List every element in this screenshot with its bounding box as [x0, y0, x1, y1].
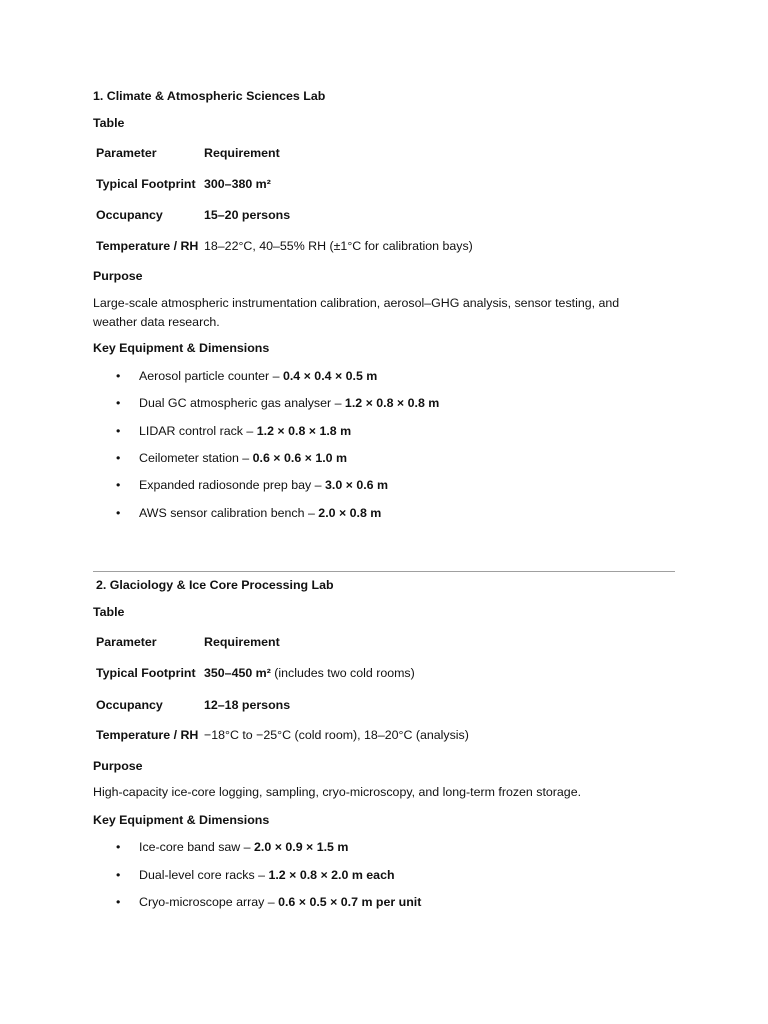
- row-value: [204, 727, 469, 743]
- bullet-icon: •: [116, 369, 121, 383]
- section-1-equipment-label: Key Equipment & Dimensions: [93, 341, 270, 355]
- section-1-table-label: Table: [93, 116, 125, 130]
- header-parameter: Parameter: [96, 635, 157, 649]
- section-2-equipment-label: Key Equipment & Dimensions: [93, 813, 270, 827]
- row-param: Temperature / RH: [96, 239, 199, 253]
- section-1-purpose-text: Large-scale atmospheric instrumentation calibration, aerosol–GHG analysis, sensor testing, and weather data research.: [93, 296, 620, 329]
- row-param: Typical Footprint: [96, 666, 196, 680]
- equipment-name: Ice-core band saw –: [139, 840, 255, 854]
- bullet-icon: •: [116, 424, 121, 438]
- bullet-icon: •: [116, 868, 121, 882]
- equipment-dims: 1.2 × 0.8 × 2.0 m each: [268, 868, 395, 882]
- header-parameter: Parameter: [96, 146, 157, 160]
- equipment-name: AWS sensor calibration bench –: [139, 506, 319, 520]
- row-value-bold: 350–450 m²: [204, 666, 271, 680]
- bullet-icon: •: [116, 840, 121, 854]
- section-1-purpose-label: Purpose: [93, 269, 143, 283]
- bullet-icon: •: [116, 478, 121, 492]
- row-value: [204, 176, 271, 192]
- section-2-table-label: Table: [93, 605, 125, 619]
- section-2-purpose-label: Purpose: [93, 759, 143, 773]
- row-param: Temperature / RH: [96, 728, 199, 742]
- bullet-icon: •: [116, 451, 121, 465]
- row-param: Occupancy: [96, 698, 163, 712]
- equipment-name: Aerosol particle counter –: [139, 369, 283, 383]
- row-value-rest: (includes two cold rooms): [270, 666, 415, 680]
- header-requirement: Requirement: [204, 635, 280, 649]
- bullet-icon: •: [116, 396, 121, 410]
- equipment-name: Expanded radiosonde prep bay –: [139, 478, 325, 492]
- equipment-dims: 1.2 × 0.8 × 0.8 m: [344, 396, 440, 410]
- header-requirement: Requirement: [204, 146, 280, 160]
- equipment-name: Dual GC atmospheric gas analyser –: [139, 396, 345, 410]
- bullet-icon: •: [116, 506, 121, 520]
- section-divider: [93, 571, 675, 572]
- equipment-dims: 1.2 × 0.8 × 1.8 m: [256, 424, 352, 438]
- section-1-title: 1. Climate & Atmospheric Sciences Lab: [93, 89, 326, 103]
- row-value-rest: −18°C to −25°C (cold room), 18–20°C (analysis): [204, 728, 469, 742]
- row-value: [204, 238, 473, 254]
- bullet-icon: •: [116, 895, 121, 909]
- row-value: [204, 697, 290, 713]
- equipment-name: Ceilometer station –: [139, 451, 253, 465]
- row-value-bold: 12–18 persons: [204, 698, 291, 712]
- equipment-dims: 0.6 × 0.6 × 1.0 m: [252, 451, 348, 465]
- equipment-dims: 0.6 × 0.5 × 0.7 m per unit: [278, 895, 422, 909]
- equipment-dims: 3.0 × 0.6 m: [325, 478, 389, 492]
- equipment-dims: 0.4 × 0.4 × 0.5 m: [282, 369, 378, 383]
- row-value-bold: 15–20 persons: [204, 208, 291, 222]
- row-param: Typical Footprint: [96, 177, 196, 191]
- equipment-dims: 2.0 × 0.9 × 1.5 m: [254, 840, 349, 854]
- row-value: [204, 207, 290, 223]
- row-value: [204, 665, 415, 681]
- row-param: Occupancy: [96, 208, 163, 222]
- equipment-dims: 2.0 × 0.8 m: [318, 506, 382, 520]
- section-2-title: 2. Glaciology & Ice Core Processing Lab: [96, 578, 334, 592]
- equipment-name: Cryo-microscope array –: [139, 895, 279, 909]
- row-value-rest: 18–22°C, 40–55% RH (±1°C for calibration bays): [204, 239, 473, 253]
- equipment-name: LIDAR control rack –: [139, 424, 257, 438]
- equipment-name: Dual-level core racks –: [139, 868, 269, 882]
- section-2-purpose-text: High-capacity ice-core logging, sampling, cryo-microscopy, and long-term frozen storage.: [93, 785, 582, 799]
- row-value-bold: 300–380 m²: [204, 177, 271, 191]
